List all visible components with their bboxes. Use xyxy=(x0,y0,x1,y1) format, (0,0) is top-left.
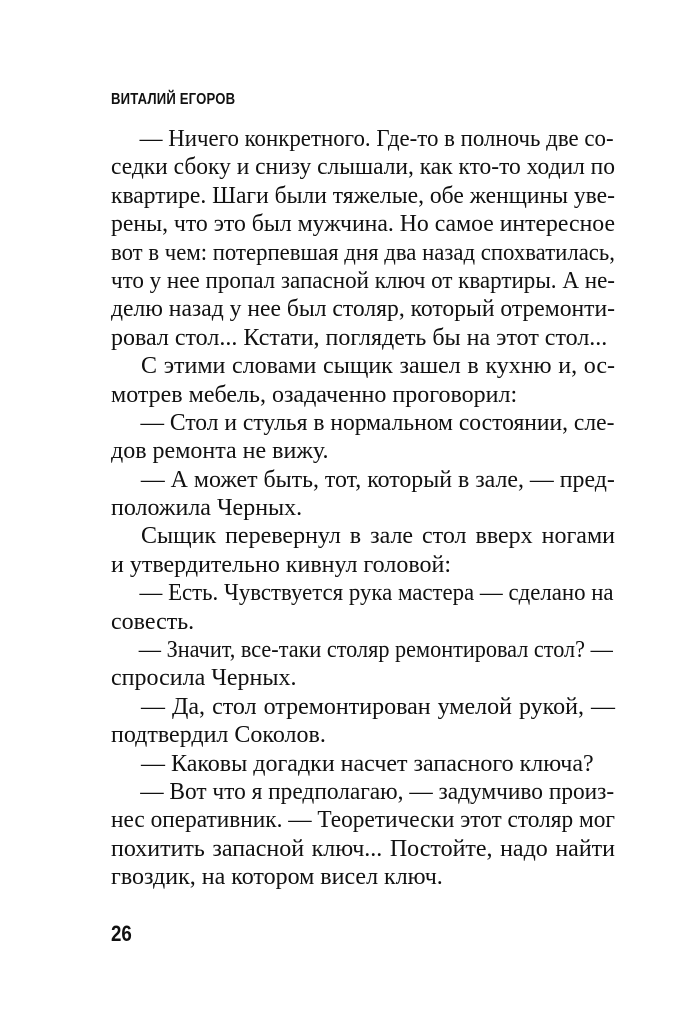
running-head-author: ВИТАЛИЙ ЕГОРОВ xyxy=(111,91,236,108)
text-line: что у нее пропал запасной ключ от квартиры. А не- xyxy=(111,267,615,294)
body-text xyxy=(111,125,615,892)
page-number: 26 xyxy=(111,921,132,946)
text-line: нес оперативник. — Теоретически этот столяр мог xyxy=(111,807,615,834)
text-line: — Стол и стулья в нормальном состоянии, сле- xyxy=(140,409,615,436)
text-line: и утвердительно кивнул головой: xyxy=(111,551,452,578)
text-line: Сыщик перевернул в зале стол вверх ногами xyxy=(141,523,615,550)
text-line: мотрев мебель, озадаченно проговорил: xyxy=(111,381,518,408)
text-line: совесть. xyxy=(111,608,195,635)
text-line: — Есть. Чувствуется рука мастера — сделано на xyxy=(139,580,614,607)
text-line: — Ничего конкретного. Где-то в полночь две со- xyxy=(139,126,614,152)
text-line: седки сбоку и снизу слышали, как кто-то ходил по xyxy=(111,154,615,181)
text-line: — Да, стол отремонтирован умелой рукой, — xyxy=(141,693,615,720)
text-line: — Вот что я предполагаю, — задумчиво произ- xyxy=(140,778,615,805)
text-line: вот в чем: потерпевшая дня два назад спохватилась, xyxy=(111,239,615,266)
text-line: дов ремонта не вижу. xyxy=(111,438,329,465)
text-line: подтвердил Соколов. xyxy=(111,722,326,749)
text-line: рены, что это был мужчина. Но самое интересное xyxy=(111,211,615,238)
text-line: гвоздик, на котором висел ключ. xyxy=(111,864,443,891)
text-line: ровал стол... Кстати, поглядеть бы на этот стол... xyxy=(111,324,608,351)
text-line: С этими словами сыщик зашел в кухню и, ос- xyxy=(141,353,615,380)
text-line: делю назад у нее был столяр, который отремонти- xyxy=(111,296,615,323)
text-line: квартире. Шаги были тяжелые, обе женщины уве- xyxy=(111,182,616,209)
text-line: — Значит, все-таки столяр ремонтировал стол? — xyxy=(138,637,613,664)
text-line: положила Черных. xyxy=(111,495,303,522)
text-line: — Каковы догадки насчет запасного ключа? xyxy=(141,750,594,777)
text-line: похитить запасной ключ... Постойте, надо найти xyxy=(111,835,615,862)
text-line: — А может быть, тот, который в зале, — пред- xyxy=(140,466,615,493)
text-line: спросила Черных. xyxy=(111,665,297,692)
